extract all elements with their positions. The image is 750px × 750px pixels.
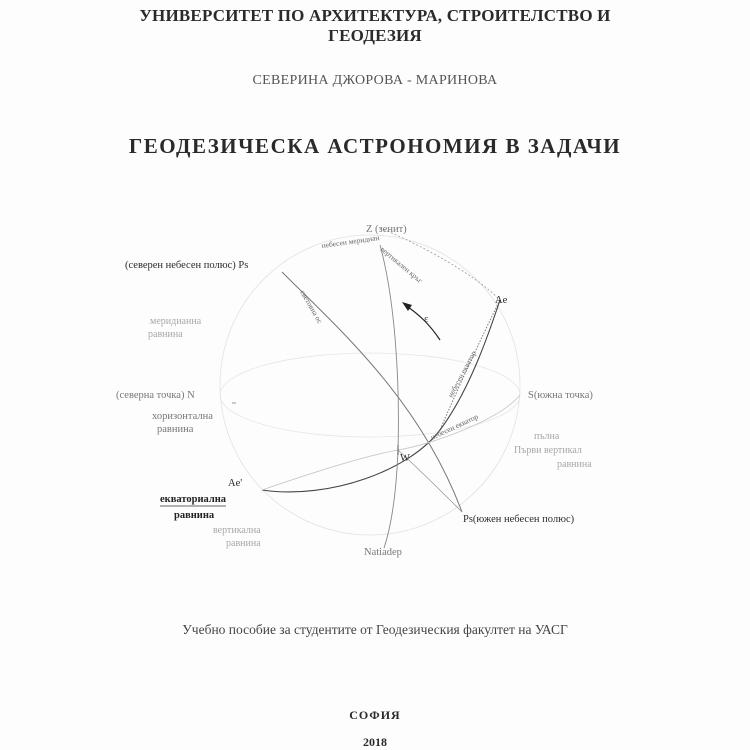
meridian-plane-label-1: меридианна bbox=[150, 316, 202, 327]
arc-meridian-label: небесен меридиан bbox=[321, 232, 380, 250]
epsilon-arc bbox=[405, 305, 440, 340]
ae-bottom-label: Ae' bbox=[228, 478, 243, 489]
north-pole-label: (северен небесен полюс) Ps bbox=[125, 260, 249, 271]
arc-equator-label-2: небесен екватор bbox=[429, 411, 480, 442]
book-title: ГЕОДЕЗИЧЕСКА АСТРОНОМИЯ В ЗАДАЧИ bbox=[128, 134, 622, 158]
right-plane-label-2: Първи вертикал bbox=[514, 445, 582, 456]
vertical-circle bbox=[380, 245, 398, 548]
zenith-label: Z (зенит) bbox=[366, 224, 407, 235]
north-point-label: (северна точка) N bbox=[116, 390, 195, 401]
author-name: СЕВЕРИНА ДЖОРОВА - МАРИНОВА bbox=[252, 73, 498, 88]
publication-city: СОФИЯ bbox=[349, 708, 401, 722]
right-plane-label-1: пълна bbox=[534, 431, 560, 442]
south-point-label: S(южна точка) bbox=[528, 390, 593, 401]
ae-top-label: Ae bbox=[495, 295, 508, 306]
south-pole-label: Ps(южен небесен полюс) bbox=[463, 514, 575, 525]
arc-equator-label: небесен екватор bbox=[445, 349, 478, 399]
book-subtitle: Учебно пособие за студентите от Геодезическия факултет на УАСГ bbox=[182, 622, 568, 637]
meridian-plane-label-2: равнина bbox=[148, 329, 183, 340]
university-line-2: ГЕОДЕЗИЯ bbox=[328, 26, 422, 45]
equator-plane-label-1: екваториална bbox=[160, 494, 227, 505]
horizon-arc-front bbox=[262, 395, 520, 490]
right-plane-label-3: равнина bbox=[557, 459, 592, 470]
equator-plane-label-2: равнина bbox=[174, 510, 215, 521]
west-point-label: W bbox=[400, 453, 410, 464]
horizon-plane-label-1: хоризонтална bbox=[152, 411, 213, 422]
arc-axis-label: световна ос bbox=[298, 288, 325, 326]
horizon-circle bbox=[220, 353, 520, 437]
university-line-1: УНИВЕРСИТЕТ ПО АРХИТЕКТУРА, СТРОИТЕЛСТВО И bbox=[139, 6, 611, 25]
publication-year: 2018 bbox=[363, 735, 387, 749]
horizon-plane-label-2: равнина bbox=[157, 424, 194, 435]
celestial-equator-arc bbox=[262, 300, 500, 492]
epsilon-label: ε bbox=[424, 314, 429, 325]
vertical-plane-label-1: вертикална bbox=[213, 525, 261, 536]
vertical-plane-label-2: равнина bbox=[226, 538, 261, 549]
arc-vertical-label: вертикален кръг bbox=[378, 244, 425, 285]
nadir-label: Nаtiadep bbox=[364, 547, 402, 558]
epsilon-arrowhead bbox=[402, 302, 412, 311]
